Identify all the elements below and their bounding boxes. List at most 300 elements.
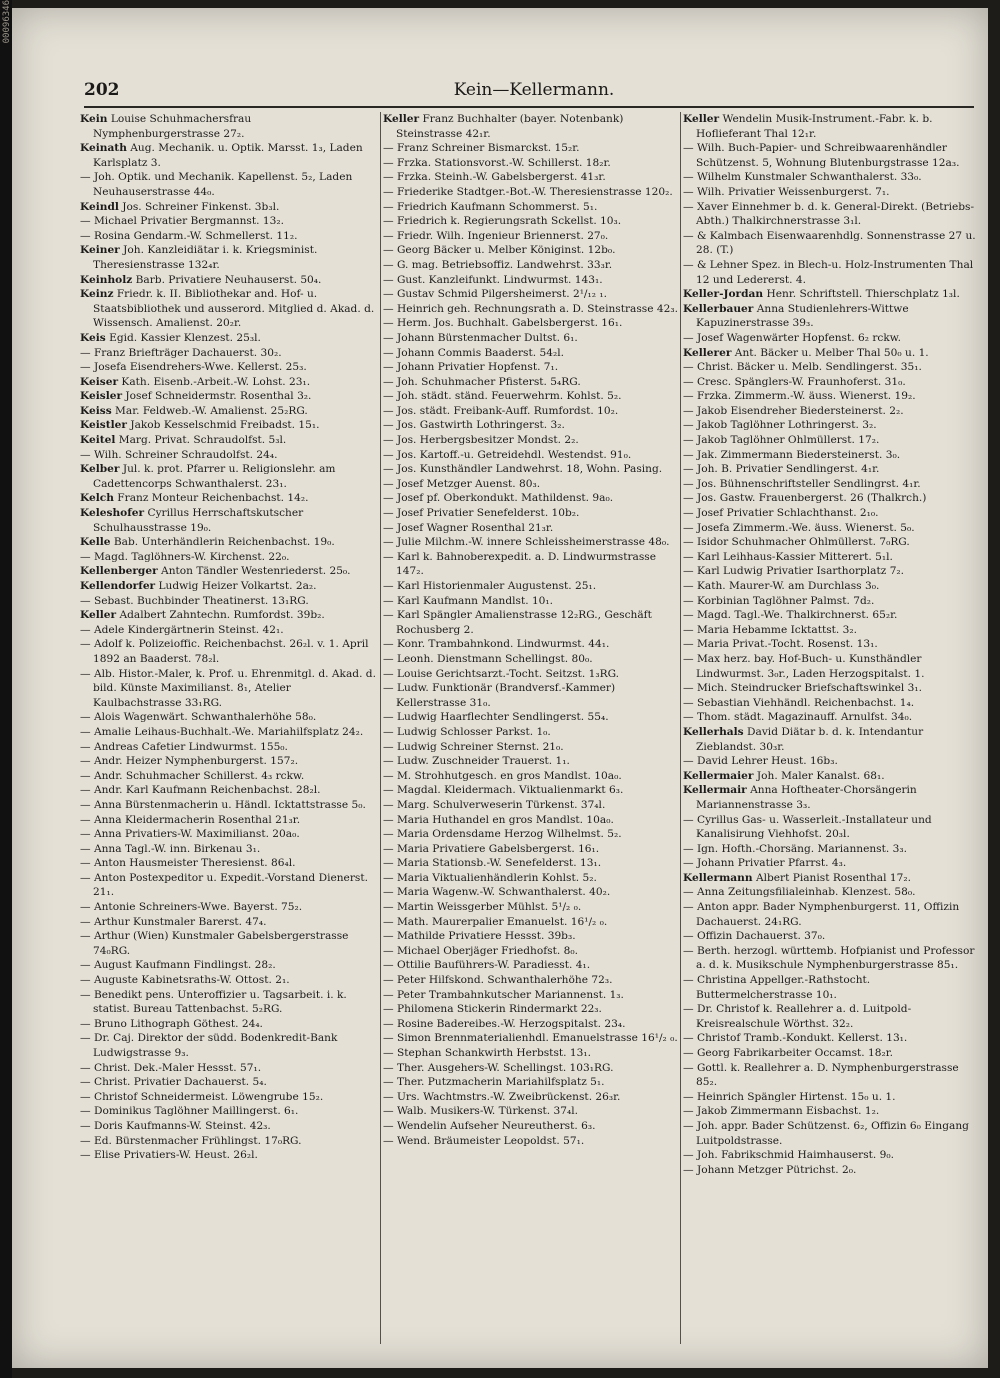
entry-details: — Karl Historienmaler Augustenst. 25₁. [383, 580, 597, 592]
header-rule [84, 106, 974, 108]
entry-details: — Ign. Hofth.-Chorsäng. Mariannenst. 3₃. [683, 842, 907, 855]
entry-details: — Karl k. Bahnoberexpedit. a. D. Lindwurmstrasse 147₂. [383, 550, 657, 578]
entry-details: — Alb. Histor.-Maler, k. Prof. u. Ehrenmitgl. d. Akad. d. bild. Künste Maximilianst. 8₁, Atelier Kaulbachstrasse 33₁RG. [80, 667, 376, 709]
directory-entry [80, 579, 378, 594]
entry-surname: Kellermann [683, 871, 753, 884]
entry-details: — Philomena Stickerin Rindermarkt 22₃. [383, 1003, 602, 1016]
directory-entry [683, 842, 981, 857]
entry-details: — Mich. Steindrucker Briefschaftswinkel 3₁. [683, 682, 923, 695]
directory-entry [383, 900, 681, 915]
entry-details: — Stephan Schankwirth Herbstst. 13₁. [383, 1047, 591, 1059]
entry-details: — Auguste Kabinetsraths-W. Ottost. 2₁. [80, 974, 290, 987]
entry-details: Louise Schuhmachersfrau Nymphenburgerstrasse 27₂. [93, 113, 252, 140]
entry-details: Mar. Feldweb.-W. Amalienst. 25₂RG. [111, 404, 308, 417]
entry-details: — M. Strohhutgesch. en gros Mandlst. 10a₀. [383, 769, 622, 782]
entry-details: — Karl Kaufmann Mandlst. 10₁. [383, 594, 554, 607]
directory-entry [383, 958, 681, 973]
directory-entry [383, 360, 681, 375]
directory-entry [383, 229, 681, 244]
entry-details: — Arthur (Wien) Kunstmaler Gabelsbergerstrasse 74₀RG. [80, 930, 349, 957]
entry-details: Adalbert Zahntechn. Rumfordst. 39b₂. [116, 609, 325, 622]
entry-details: — Jos. Kartoff.-u. Getreidehdl. Westendst. 91₀. [383, 448, 632, 461]
entry-details: — & Lehner Spez. in Blech-u. Holz-Instrumenten Thal 12 und Ledererst. 4. [683, 258, 974, 286]
entry-details: — Andr. Schuhmacher Schillerst. 4₃ rckw. [80, 769, 305, 782]
directory-entry [383, 667, 681, 682]
entry-details: — Josef Privatier Schlachthanst. 2₁₀. [683, 507, 879, 520]
entry-details: Friedr. k. II. Bibliothekar and. Hof- u. Staatsbibliothek und ausserord. Mitglied d. Akad. d. Wissensch. Amalienst. 20₂r. [93, 288, 375, 330]
entry-details: — Josef Wagenwärter Hopfenst. 6₂ rckw. [683, 331, 901, 344]
entry-surname: Keller-Jordan [683, 288, 764, 301]
directory-entry [683, 331, 981, 346]
directory-entry [383, 550, 681, 579]
directory-entry [383, 915, 681, 930]
entry-surname: Kein [80, 113, 108, 125]
directory-entry [683, 302, 981, 331]
directory-entry [683, 944, 981, 973]
directory-entry [383, 1061, 681, 1076]
directory-entry [80, 1134, 378, 1149]
entry-details: Anna Hoftheater-Chorsängerin Mariannenstrasse 3₃. [696, 784, 917, 811]
directory-entry [383, 112, 681, 141]
entry-details: Joh. Maler Kanalst. 68₁. [753, 769, 885, 782]
directory-entry [683, 564, 981, 579]
entry-surname: Kellendorfer [80, 580, 156, 592]
directory-entry [383, 885, 681, 900]
entry-details: — Josefa Zimmerm.-We. äuss. Wienerst. 5₀. [683, 521, 915, 534]
column-3 [680, 112, 981, 1344]
entry-details: Ant. Bäcker u. Melber Thal 50₀ u. 1. [731, 346, 929, 359]
directory-entry [683, 404, 981, 419]
directory-entry [683, 769, 981, 784]
entry-details: — Alois Wagenwärt. Schwanthalerhöhe 58₀. [80, 711, 317, 724]
directory-entry [80, 842, 378, 857]
directory-entry [683, 433, 981, 448]
entry-details: — Ludwig Schreiner Sternst. 21₀. [383, 740, 564, 753]
directory-entry [80, 389, 378, 404]
entry-details: — Dr. Caj. Direktor der südd. Bodenkredit-Bank Ludwigstrasse 9₃. [80, 1032, 338, 1059]
entry-details: — Ludw. Zuschneider Trauerst. 1₁. [383, 755, 570, 768]
directory-entry [80, 535, 378, 550]
entry-details: — Korbinian Taglöhner Palmst. 7d₂. [683, 594, 875, 607]
directory-entry [683, 856, 981, 871]
entry-details: — Thom. städt. Magazinauff. Arnulfst. 34₀. [683, 711, 913, 724]
directory-entry [383, 346, 681, 361]
directory-entry [383, 200, 681, 215]
entry-details: — Wilh. Schreiner Schraudolfst. 24₄. [80, 448, 278, 461]
entry-details: — G. mag. Betriebsoffiz. Landwehrst. 33₃r. [383, 258, 613, 271]
entry-details: — Walb. Musikers-W. Türkenst. 37₄l. [383, 1105, 578, 1118]
directory-entry [383, 652, 681, 667]
entry-surname: Keis [80, 331, 106, 344]
directory-entry [683, 929, 981, 944]
entry-details: — Christ. Privatier Dachauerst. 5₄. [80, 1076, 267, 1089]
directory-entry [80, 170, 378, 199]
entry-surname: Keinholz [80, 273, 133, 286]
entry-details: — Peter Trambahnkutscher Mariannenst. 1₃. [383, 988, 624, 1001]
directory-entry [80, 346, 378, 361]
entry-details: — Josefa Eisendrehers-Wwe. Kellerst. 25₃. [80, 361, 307, 374]
entry-details: — Arthur Kunstmaler Barerst. 47₄. [80, 915, 267, 928]
directory-entry [383, 535, 681, 550]
entry-surname: Kelch [80, 492, 114, 505]
directory-entry [683, 375, 981, 390]
entry-details: — Anton appr. Bader Nymphenburgerst. 11, Offizin Dachauerst. 24₁RG. [683, 901, 960, 928]
directory-entry [383, 185, 681, 200]
directory-entry [80, 448, 378, 463]
entry-details: — Dominikus Taglöhner Maillingerst. 6₁. [80, 1105, 299, 1118]
entry-details: — Johann Privatier Pfarrst. 4₃. [683, 857, 847, 870]
entry-details: — Gottl. k. Reallehrer a. D. Nymphenburgerstrasse 85₂. [683, 1061, 959, 1089]
entry-details: — Julie Milchm.-W. innere Schleissheimerstrasse 48₀. [383, 536, 670, 549]
directory-entry [383, 316, 681, 331]
directory-entry [383, 929, 681, 944]
entry-details: — Jakob Taglöhner Ohlmüllerst. 17₂. [683, 434, 880, 447]
entry-details: — Maria Huthandel en gros Mandlst. 10a₀. [383, 813, 614, 826]
entry-details: Jakob Kesselschmid Freibadst. 15₁. [126, 419, 320, 432]
directory-entry [383, 258, 681, 273]
directory-entry [683, 1148, 981, 1163]
directory-entry [383, 608, 681, 637]
entry-details: — Ther. Putzmacherin Mariahilfsplatz 5₁. [383, 1076, 605, 1089]
page-number: 202 [84, 80, 120, 100]
entry-surname: Keinath [80, 142, 127, 155]
entry-details: — Christ. Bäcker u. Melb. Sendlingerst. 35₁. [683, 361, 922, 374]
entry-details: — Maria Hebamme Icktattst. 3₂. [683, 623, 858, 636]
entry-details: — Berth. herzogl. württemb. Hofpianist und Professor a. d. k. Musikschule Nymphenburgerstrasse 85₁. [683, 944, 975, 972]
directory-entry [80, 973, 378, 988]
entry-details: — Johann Commis Baaderst. 54₂l. [383, 346, 564, 359]
directory-entry [383, 1046, 681, 1061]
entry-details: — Jos. Herbergsbesitzer Mondst. 2₂. [383, 434, 579, 447]
entry-details: — Amalie Leihaus-Buchhalt.-We. Mariahilfsplatz 24₂. [80, 725, 364, 738]
entry-details: — Friedrich Kaufmann Schommerst. 5₁. [383, 200, 598, 213]
entry-details: — Isidor Schuhmacher Ohlmüllerst. 7₀RG. [683, 536, 910, 549]
entry-details: Franz Buchhalter (bayer. Notenbank) Steinstrasse 42₁r. [396, 113, 624, 140]
entry-details: — Jak. Zimmermann Biedersteinerst. 3₀. [683, 448, 901, 461]
directory-entry [683, 448, 981, 463]
directory-entry [80, 433, 378, 448]
entry-details: — Georg Fabrikarbeiter Occamst. 18₂r. [683, 1047, 893, 1059]
directory-entry [683, 623, 981, 638]
directory-entry [80, 710, 378, 725]
directory-entry [683, 521, 981, 536]
entry-details: — Karl Spängler Amalienstrasse 12₂RG., Geschäft Rochusberg 2. [383, 609, 652, 636]
entry-details: Anna Studienlehrers-Wittwe Kapuzinerstrasse 39₃. [696, 302, 909, 330]
entry-details: Wendelin Musik-Instrument.-Fabr. k. b. Hoflieferant Thal 12₁r. [696, 113, 933, 140]
entry-details: — Ther. Ausgehers-W. Schellingst. 103₁RG. [383, 1061, 614, 1074]
entry-details: — Dr. Christof k. Reallehrer a. d. Luitpold-Kreisrealschule Wörthst. 32₂. [683, 1003, 912, 1030]
entry-details: — Johann Metzger Pütrichst. 2₀. [683, 1163, 857, 1176]
directory-entry [683, 418, 981, 433]
entry-details: — Wilh. Privatier Weissenburgerst. 7₁. [683, 185, 890, 198]
entry-details: — Elise Privatiers-W. Heust. 26₂l. [80, 1149, 258, 1162]
directory-entry [683, 1061, 981, 1090]
directory-entry [80, 506, 378, 535]
entry-details: — Friedr. Wilh. Ingenieur Briennerst. 27₀. [383, 229, 609, 242]
entry-details: — Gust. Kanzleifunkt. Lindwurmst. 143₁. [383, 273, 603, 286]
directory-entry [683, 112, 981, 141]
directory-entry [80, 418, 378, 433]
directory-entry [80, 915, 378, 930]
directory-entry [383, 331, 681, 346]
directory-entry [683, 229, 981, 258]
entry-details: — Christ. Dek.-Maler Hessst. 57₁. [80, 1061, 262, 1074]
directory-entry [383, 389, 681, 404]
directory-entry [80, 856, 378, 871]
entry-details: — Simon Brennmaterialienhdl. Emanuelstrasse 16¹/₂ ₀. [383, 1032, 678, 1045]
entry-details: — Sebast. Buchbinder Theatinerst. 13₁RG. [80, 594, 309, 607]
directory-entry [383, 1119, 681, 1134]
entry-details: Joh. Kanzleidiätar i. k. Kriegsminist. Theresienstrasse 132₄r. [93, 244, 318, 271]
running-head: Kein—Kellermann. [453, 80, 615, 100]
entry-details: — Joh. städt. ständ. Feuerwehrm. Kohlst. 5₂. [383, 390, 622, 403]
entry-details: — Ed. Bürstenmacher Frühlingst. 17₀RG. [80, 1134, 302, 1147]
directory-entry [383, 710, 681, 725]
directory-entry [383, 725, 681, 740]
entry-details: — Adele Kindergärtnerin Steinst. 42₁. [80, 623, 284, 636]
directory-entry [383, 798, 681, 813]
directory-entry [683, 462, 981, 477]
entry-details: — Ludwig Schlosser Parkst. 1₀. [383, 725, 551, 738]
directory-entry [80, 287, 378, 331]
directory-entry [80, 491, 378, 506]
directory-entry [683, 900, 981, 929]
directory-entry [683, 287, 981, 302]
directory-entry [383, 418, 681, 433]
directory-entry [383, 521, 681, 536]
directory-entry [383, 783, 681, 798]
entry-surname: Keinz [80, 288, 114, 301]
entry-details: — Anton Hausmeister Theresienst. 86₄l. [80, 857, 296, 870]
entry-details: — Josef Wagner Rosenthal 21₃r. [383, 521, 554, 534]
directory-entry [80, 1075, 378, 1090]
entry-details: Franz Monteur Reichenbachst. 14₂. [113, 492, 309, 505]
directory-entry [80, 594, 378, 609]
directory-entry [80, 1119, 378, 1134]
directory-entry [80, 1061, 378, 1076]
directory-entry [383, 1134, 681, 1149]
directory-entry [383, 433, 681, 448]
entry-surname: Kellerer [683, 346, 732, 359]
entry-details: — Anna Bürstenmacherin u. Händl. Icktattstrasse 5₀. [80, 798, 366, 811]
entry-details: Ludwig Heizer Volkartst. 2a₂. [155, 580, 317, 592]
entry-details: — Leonh. Dienstmann Schellingst. 80₀. [383, 652, 593, 665]
entry-surname: Keisler [80, 390, 123, 403]
entry-details: — Magd. Tagl.-We. Thalkirchnerst. 65₂r. [683, 609, 898, 622]
entry-details: — Frzka. Steinh.-W. Gabelsbergerst. 41₃r. [383, 171, 606, 184]
entry-details: — Max herz. bay. Hof-Buch- u. Kunsthändler Lindwurmst. 3₀r., Laden Herzogspitalst. 1. [683, 652, 925, 680]
entry-details: — Jos. Kunsthändler Landwehrst. 18, Wohn. Pasing. [383, 463, 663, 476]
directory-entry [80, 725, 378, 740]
directory-entry [683, 1090, 981, 1105]
entry-details: — Frzka. Stationsvorst.-W. Schillerst. 18₂r. [383, 156, 611, 169]
directory-entry [80, 331, 378, 346]
directory-entry [683, 696, 981, 711]
directory-entry [80, 740, 378, 755]
directory-entry [80, 608, 378, 623]
directory-entry [383, 871, 681, 886]
directory-entry [683, 550, 981, 565]
directory-entry [683, 1119, 981, 1148]
entry-details: — Adolf k. Polizeioffic. Reichenbachst. 26₂l. v. 1. April 1892 an Baaderst. 78₂l. [80, 638, 369, 665]
directory-entry [383, 856, 681, 871]
directory-entry [683, 185, 981, 200]
directory-entry [80, 273, 378, 288]
scan-edge [0, 0, 12, 1378]
directory-entry [383, 988, 681, 1003]
scan-id: 00096346 [2, 0, 12, 44]
directory-entry [683, 1104, 981, 1119]
entry-details: — Maria Privatiere Gabelsbergerst. 16₁. [383, 842, 600, 855]
entry-surname: Keitel [80, 434, 116, 447]
directory-entry [80, 871, 378, 900]
entry-details: Marg. Privat. Schraudolfst. 5₃l. [115, 434, 287, 447]
entry-surname: Keller [383, 113, 420, 125]
entry-details: — Herm. Jos. Buchhalt. Gabelsbergerst. 16₁. [383, 317, 623, 330]
entry-surname: Kellerbauer [683, 302, 754, 315]
entry-details: — Maria Viktualienhändlerin Kohlst. 5₂. [383, 871, 597, 884]
directory-entry [383, 273, 681, 288]
entry-details: — Jakob Taglöhner Lothringerst. 3₂. [683, 419, 877, 432]
entry-surname: Keleshofer [80, 507, 145, 520]
directory-entry [683, 170, 981, 185]
directory-entry [683, 1002, 981, 1031]
entry-details: — Louise Gerichtsarzt.-Tocht. Seitzst. 1₃RG. [383, 667, 620, 680]
entry-details: — Heinrich geh. Rechnungsrath a. D. Steinstrasse 42₃. [383, 302, 678, 315]
directory-entry [383, 477, 681, 492]
entry-details: Egid. Kassier Klenzest. 25₃l. [105, 331, 261, 344]
entry-surname: Keiser [80, 375, 119, 388]
entry-details: — Karl Leihhaus-Kassier Mitterert. 5₁l. [683, 550, 893, 563]
directory-entry [383, 156, 681, 171]
directory-entry [80, 1017, 378, 1032]
entry-details: — Josef pf. Oberkondukt. Mathildenst. 9a₀. [383, 492, 614, 505]
directory-entry [383, 813, 681, 828]
directory-entry [80, 813, 378, 828]
entry-details: — Maria Privat.-Tocht. Rosenst. 13₁. [683, 638, 878, 651]
directory-entry [383, 214, 681, 229]
entry-details: — Ludw. Funktionär (Brandversf.-Kammer) Kellerstrasse 31₀. [383, 682, 616, 709]
entry-details: — Kath. Maurer-W. am Durchlass 3₀. [683, 580, 880, 592]
entry-details: — Jos. städt. Freibank-Auff. Rumfordst. 10₂. [383, 404, 619, 417]
directory-entry [683, 813, 981, 842]
directory-entry [383, 506, 681, 521]
directory-entry [683, 1031, 981, 1046]
entry-details: — Math. Maurerpalier Emanuelst. 16¹/₂ ₀. [383, 915, 608, 928]
entry-surname: Kelle [80, 536, 111, 549]
entry-details: Cyrillus Herrschaftskutscher Schulhausstrasse 19₀. [93, 507, 304, 534]
entry-surname: Kellenberger [80, 565, 158, 578]
entry-details: — Rosine Badereibes.-W. Herzogspitalst. 23₄. [383, 1017, 626, 1030]
directory-entry [683, 783, 981, 812]
entry-details: — Cyrillus Gas- u. Wasserleit.-Installateur und Kanalisirung Viehhofst. 20₃l. [683, 813, 932, 841]
entry-details: Jos. Schreiner Finkenst. 3b₃l. [118, 200, 280, 213]
entry-details: — Magdal. Kleidermach. Viktualienmarkt 6₃. [383, 784, 624, 797]
entry-details: — Sebastian Viehhändl. Reichenbachst. 1₄. [683, 696, 915, 709]
directory-entry [383, 448, 681, 463]
entry-surname: Keller [80, 609, 117, 622]
entry-details: — Wilh. Buch-Papier- und Schreibwaarenhändler Schützenst. 5, Wohnung Blutenburgstrasse 12a₃. [683, 142, 960, 169]
entry-details: — Xaver Einnehmer b. d. k. General-Direkt. (Betriebs-Abth.) Thalkirchnerstrasse 3₁l. [683, 200, 975, 228]
directory-entry [80, 958, 378, 973]
directory-entry [383, 842, 681, 857]
entry-details: — Friederike Stadtger.-Bot.-W. Theresienstrasse 120₂. [383, 185, 673, 198]
directory-entry [383, 141, 681, 156]
entry-details: — Mathilde Privatiere Hessst. 39b₃. [383, 930, 576, 943]
directory-entry [80, 550, 378, 565]
directory-entry [80, 141, 378, 170]
directory-entry [80, 214, 378, 229]
entry-details: — Christof Tramb.-Kondukt. Kellerst. 13₁. [683, 1032, 908, 1045]
directory-entry [80, 900, 378, 915]
entry-details: — Wend. Bräumeister Leopoldst. 57₁. [383, 1134, 585, 1147]
directory-entry [683, 506, 981, 521]
entry-details: — Jakob Zimmermann Eisbachst. 1₂. [683, 1105, 880, 1118]
entry-details: David Diätar b. d. k. Intendantur Zieblandst. 30₃r. [696, 725, 924, 753]
entry-details: — Anna Kleidermacherin Rosenthal 21₃r. [80, 813, 301, 826]
directory-entry [683, 477, 981, 492]
entry-details: — Jakob Eisendreher Biedersteinerst. 2₂. [683, 404, 904, 417]
entry-details: — Josef Metzger Auenst. 80₃. [383, 477, 541, 490]
directory-entry [383, 681, 681, 710]
directory-entry [80, 375, 378, 390]
directory-entry [80, 200, 378, 215]
directory-entry [683, 1163, 981, 1178]
directory-entry [80, 1148, 378, 1163]
directory-entry [683, 637, 981, 652]
entry-details: — Antonie Schreiners-Wwe. Bayerst. 75₂. [80, 901, 303, 914]
directory-entry [80, 783, 378, 798]
directory-entry [683, 535, 981, 550]
entry-details: — Franz Briefträger Dachauerst. 30₂. [80, 346, 282, 359]
entry-details: — Josef Privatier Senefelderst. 10b₂. [383, 507, 580, 520]
directory-entry [80, 112, 378, 141]
directory-entry [683, 594, 981, 609]
entry-details: Albert Pianist Rosenthal 17₂. [752, 871, 911, 884]
directory-entry [383, 944, 681, 959]
entry-details: — Cresc. Spänglers-W. Fraunhoferst. 31₀. [683, 375, 906, 388]
entry-details: — Anna Privatiers-W. Maximilianst. 20a₀. [80, 828, 300, 841]
entry-details: Aug. Mechanik. u. Optik. Marsst. 1₃, Laden Karlsplatz 3. [93, 142, 363, 169]
entry-details: — Maria Ordensdame Herzog Wilhelmst. 5₂. [383, 828, 622, 841]
entry-details: — Doris Kaufmanns-W. Steinst. 42₃. [80, 1119, 271, 1132]
directory-entry [383, 637, 681, 652]
entry-surname: Kelber [80, 463, 120, 476]
directory-entry [383, 973, 681, 988]
directory-entry [383, 404, 681, 419]
entry-details: — Jos. Bühnenschriftsteller Sendlingrst. 4₁r. [683, 477, 921, 490]
directory-entry [383, 740, 681, 755]
entry-surname: Kellermaier [683, 769, 754, 782]
entry-details: — Bruno Lithograph Göthest. 24₄. [80, 1017, 263, 1030]
directory-entry [683, 871, 981, 886]
entry-details: — Gustav Schmid Pilgersheimerst. 2¹/₁₂ ₁. [383, 288, 607, 301]
entry-details: Kath. Eisenb.-Arbeit.-W. Lohst. 23₁. [118, 375, 311, 388]
directory-entry [683, 346, 981, 361]
directory-entry [383, 462, 681, 477]
directory-entry [683, 754, 981, 769]
directory-entry [683, 258, 981, 287]
directory-entry [683, 491, 981, 506]
directory-entry [383, 375, 681, 390]
directory-entry [80, 1104, 378, 1119]
directory-entry [80, 243, 378, 272]
directory-entry [383, 287, 681, 302]
entry-details: — Michael Oberjäger Friedhofst. 8₀. [383, 944, 578, 957]
directory-entry [383, 243, 681, 258]
directory-entry [80, 637, 378, 666]
entry-details: — Anna Zeitungsfilialeinhab. Klenzest. 58₀. [683, 886, 916, 899]
